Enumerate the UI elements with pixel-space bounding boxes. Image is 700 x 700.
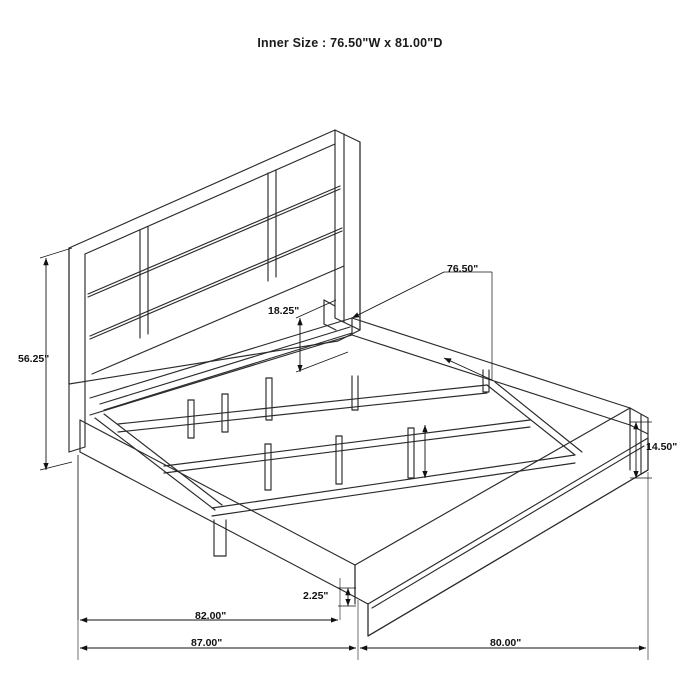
bed-illustration <box>69 130 648 636</box>
dimension-label-inner-width: 76.50" <box>447 263 479 275</box>
dimension-label-length-overall: 87.00" <box>191 637 223 649</box>
dimension-label-height-overall: 56.25" <box>18 353 50 365</box>
dimension-label-deck-height: 14.50" <box>646 441 678 453</box>
dimension-label-headboard-panel: 18.25" <box>268 305 300 317</box>
dimension-label-length-inner: 82.00" <box>195 610 227 622</box>
dimension-label-rail-clearance: 2.25" <box>303 590 329 602</box>
dimension-label-width-overall: 80.00" <box>490 637 522 649</box>
page-title: Inner Size : 76.50"W x 81.00"D <box>257 36 443 50</box>
